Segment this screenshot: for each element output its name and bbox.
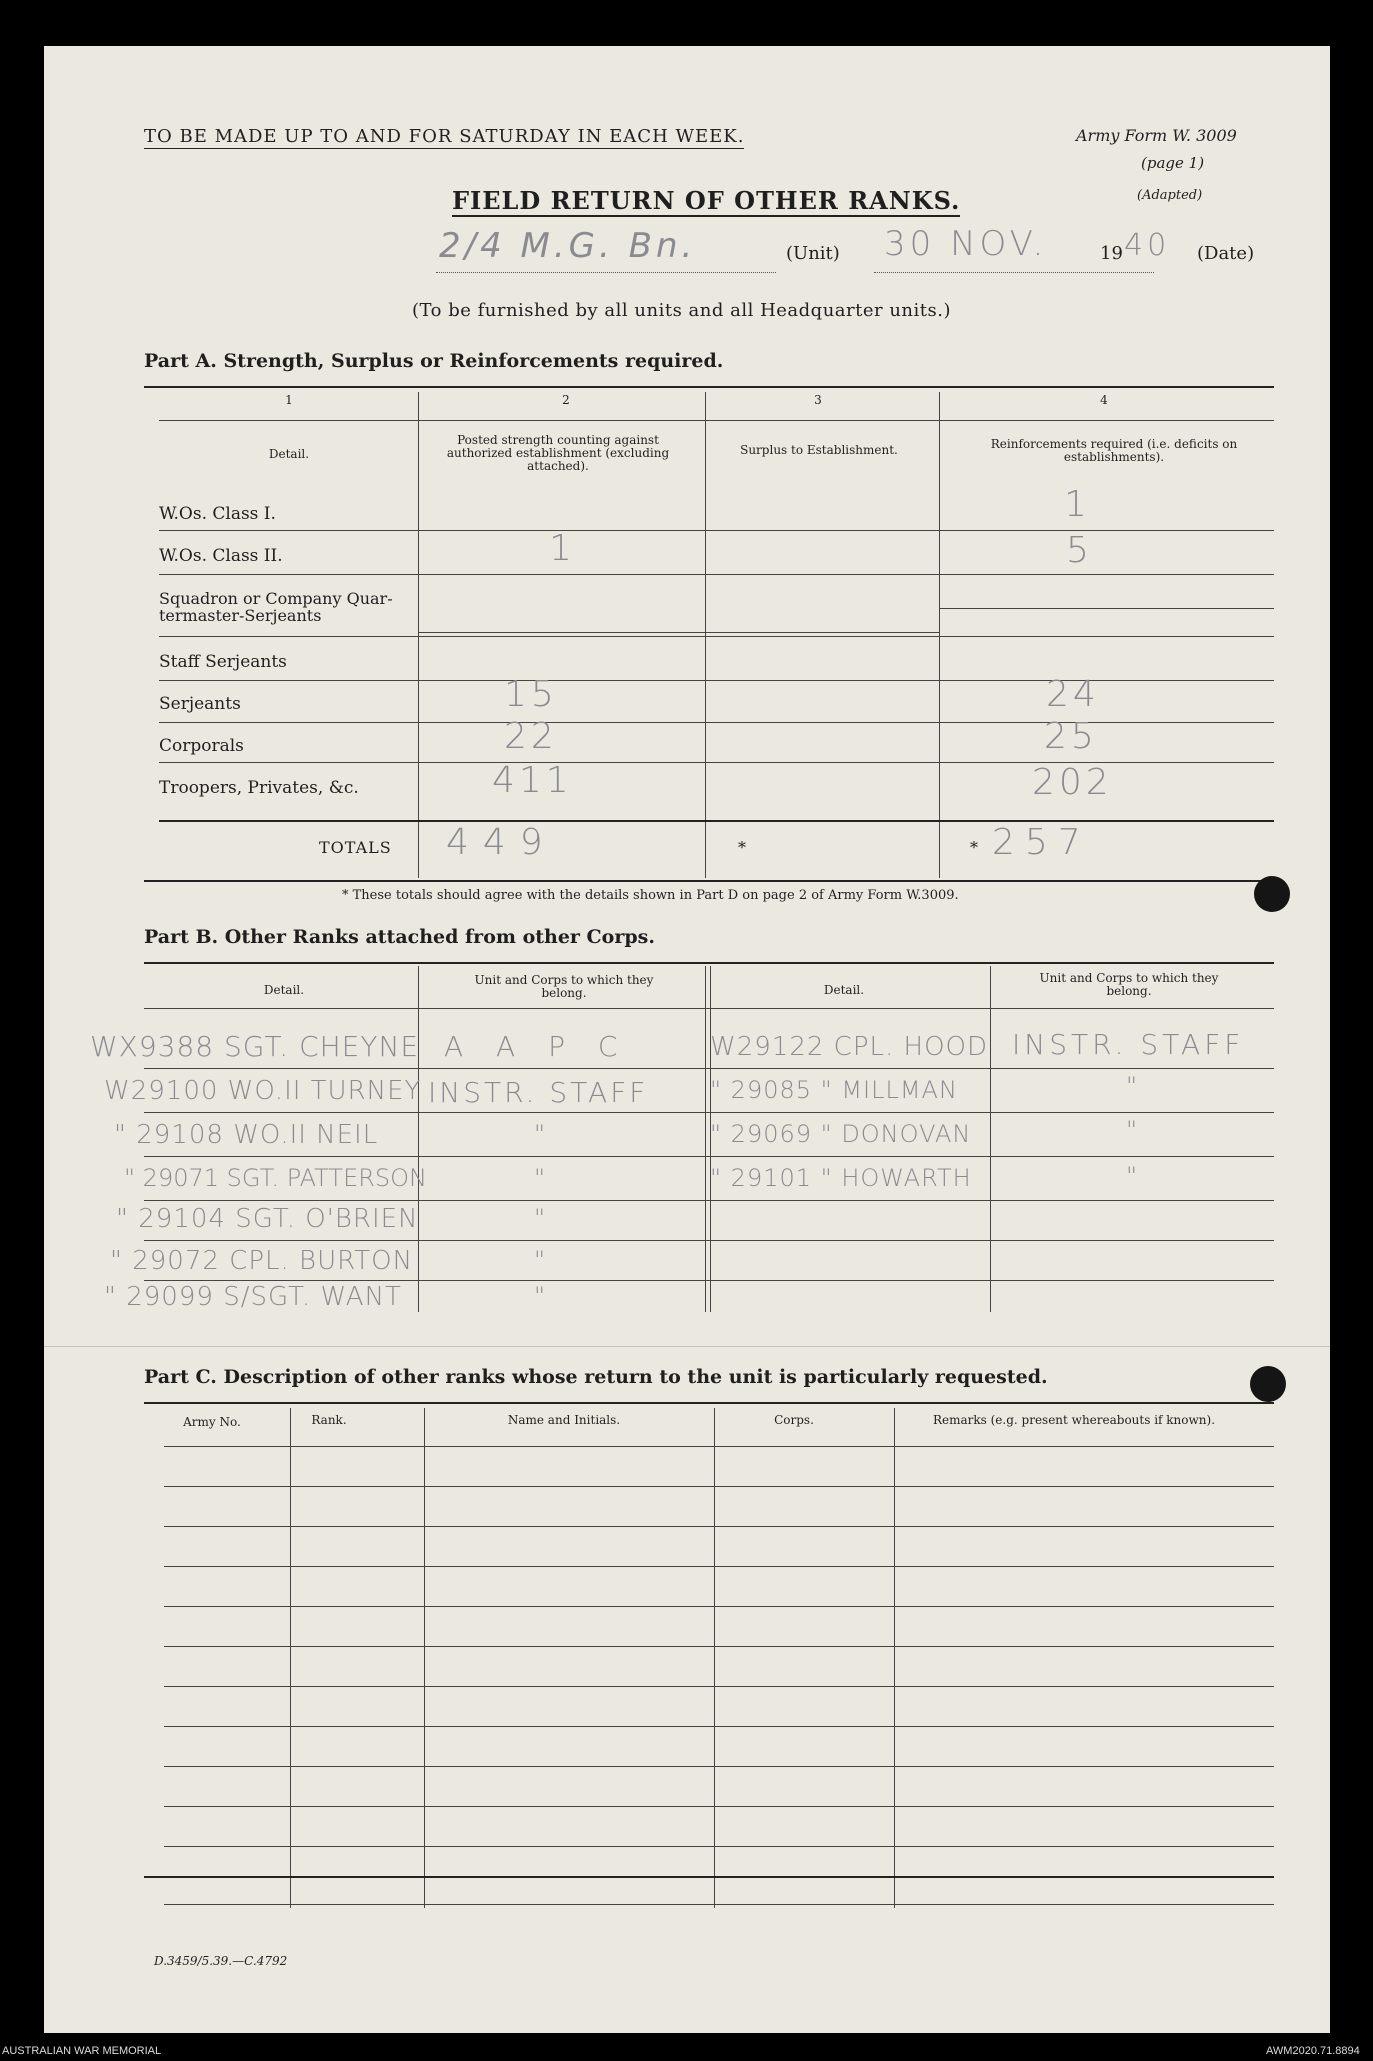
part-a-header-reinf: Reinforcements required (i.e. deficits on establishments). bbox=[990, 437, 1238, 464]
attached-unit-left: " bbox=[534, 1282, 550, 1310]
part-c-heading: Part C. Description of other ranks whose return to the unit is particularly requested. bbox=[144, 1366, 1048, 1388]
army-form-number: Army Form W. 3009 bbox=[1076, 126, 1237, 145]
attached-unit-right: " bbox=[1126, 1162, 1142, 1190]
attached-detail-right: " 29085 " MILLMAN bbox=[710, 1076, 958, 1104]
col-number-1: 1 bbox=[285, 393, 293, 407]
archive-accession-number: AWM2020.71.8894 bbox=[1266, 2045, 1360, 2057]
attached-unit-left: " bbox=[534, 1204, 550, 1232]
totals-reinf: 257 bbox=[992, 822, 1091, 863]
unit-value: 2/4 M.G. Bn. bbox=[439, 226, 697, 266]
reinf-serjeants: 24 bbox=[1046, 674, 1100, 715]
form-page bbox=[44, 46, 1330, 2033]
date-value: 30 NOV. bbox=[884, 224, 1048, 264]
attached-detail-left: " 29071 SGT. PATTERSON bbox=[124, 1164, 427, 1192]
totals-label: TOTALS bbox=[319, 838, 392, 857]
reinf-wo2: 5 bbox=[1066, 530, 1093, 571]
part-c-header-name: Name and Initials. bbox=[507, 1413, 621, 1427]
part-b-heading: Part B. Other Ranks attached from other Corps. bbox=[144, 926, 655, 948]
row-label-staff-serjeants: Staff Serjeants bbox=[159, 652, 287, 672]
attached-unit-left: INSTR. STAFF bbox=[428, 1076, 649, 1109]
instruction-line: TO BE MADE UP TO AND FOR SATURDAY IN EACH WEEK. bbox=[144, 126, 745, 147]
col-number-2: 2 bbox=[562, 393, 570, 407]
part-a-header-detail: Detail. bbox=[268, 447, 310, 461]
attached-detail-left: " 29104 SGT. O'BRIEN bbox=[116, 1204, 419, 1234]
reinf-wo1: 1 bbox=[1064, 484, 1091, 525]
furnished-note: (To be furnished by all units and all Headquarter units.) bbox=[412, 300, 951, 321]
print-code: D.3459/5.39.—C.4792 bbox=[154, 1954, 288, 1968]
attached-unit-left: " bbox=[534, 1246, 550, 1274]
attached-detail-left: W29100 WO.II TURNEY bbox=[104, 1076, 422, 1106]
posted-serjeants: 15 bbox=[504, 674, 558, 715]
part-b-header-detail-left: Detail. bbox=[263, 983, 305, 997]
row-label-wo1: W.Os. Class I. bbox=[159, 504, 276, 524]
col-number-4: 4 bbox=[1100, 393, 1108, 407]
totals-surplus-mark: * bbox=[738, 838, 746, 857]
attached-detail-left: WX9388 SGT. CHEYNE bbox=[90, 1030, 420, 1063]
row-label-privates: Troopers, Privates, &c. bbox=[159, 778, 359, 798]
unit-label: (Unit) bbox=[786, 243, 840, 264]
col-number-3: 3 bbox=[814, 393, 822, 407]
row-label-wo2: W.Os. Class II. bbox=[159, 546, 283, 566]
reinf-privates: 202 bbox=[1032, 762, 1113, 803]
part-b-header-unit-left: Unit and Corps to which they belong. bbox=[474, 973, 654, 1000]
posted-wo2: 1 bbox=[549, 528, 576, 569]
attached-detail-right: W29122 CPL. HOOD bbox=[710, 1032, 989, 1062]
row-label-corporals: Corporals bbox=[159, 736, 244, 756]
attached-detail-left: " 29108 WO.II NEIL bbox=[114, 1120, 379, 1150]
attached-unit-right: INSTR. STAFF bbox=[1012, 1028, 1245, 1061]
attached-detail-left: " 29072 CPL. BURTON bbox=[110, 1246, 414, 1276]
attached-unit-right: " bbox=[1126, 1116, 1142, 1144]
attached-unit-right: " bbox=[1126, 1072, 1142, 1100]
posted-privates: 411 bbox=[492, 760, 573, 801]
part-c-header-corps: Corps. bbox=[774, 1413, 814, 1427]
form-title: FIELD RETURN OF OTHER RANKS. bbox=[452, 186, 961, 215]
part-a-header-posted: Posted strength counting against authorized establishment (excluding attached). bbox=[446, 433, 670, 473]
archive-credit: AUSTRALIAN WAR MEMORIAL bbox=[2, 2045, 162, 2057]
part-a-heading: Part A. Strength, Surplus or Reinforcements required. bbox=[144, 350, 724, 372]
date-label: (Date) bbox=[1197, 243, 1255, 264]
attached-detail-left: " 29099 S/SGT. WANT bbox=[104, 1282, 402, 1312]
part-a-footnote: * These totals should agree with the details shown in Part D on page 2 of Army Form W.3009. bbox=[342, 888, 959, 903]
part-c-header-remarks: Remarks (e.g. present whereabouts if known). bbox=[932, 1413, 1216, 1427]
page-number: (page 1) bbox=[1141, 154, 1205, 172]
row-label-serjeants: Serjeants bbox=[159, 694, 241, 714]
part-b-header-detail-right: Detail. bbox=[823, 983, 865, 997]
adapted-note: (Adapted) bbox=[1137, 188, 1203, 203]
posted-corporals: 22 bbox=[504, 716, 558, 757]
attached-detail-right: " 29101 " HOWARTH bbox=[710, 1164, 972, 1192]
part-b-header-unit-right: Unit and Corps to which they belong. bbox=[1039, 971, 1219, 998]
reinf-corporals: 25 bbox=[1044, 716, 1098, 757]
row-label-cqms: Squadron or Company Quar-termaster-Serjeants bbox=[159, 589, 393, 625]
part-c-header-army-no: Army No. bbox=[183, 1415, 241, 1429]
punch-hole bbox=[1254, 876, 1290, 912]
year-prefix: 19 bbox=[1100, 243, 1123, 264]
attached-unit-left: A A P C bbox=[444, 1030, 630, 1063]
totals-posted: 449 bbox=[446, 822, 557, 863]
totals-reinf-mark: * bbox=[970, 838, 978, 857]
year-value: 40 bbox=[1124, 228, 1171, 263]
attached-unit-left: " bbox=[534, 1164, 550, 1192]
punch-hole bbox=[1250, 1366, 1286, 1402]
part-a-header-surplus: Surplus to Establishment. bbox=[740, 443, 898, 457]
part-c-header-rank: Rank. bbox=[311, 1413, 347, 1427]
attached-unit-left: " bbox=[534, 1120, 550, 1148]
attached-detail-right: " 29069 " DONOVAN bbox=[710, 1120, 972, 1148]
